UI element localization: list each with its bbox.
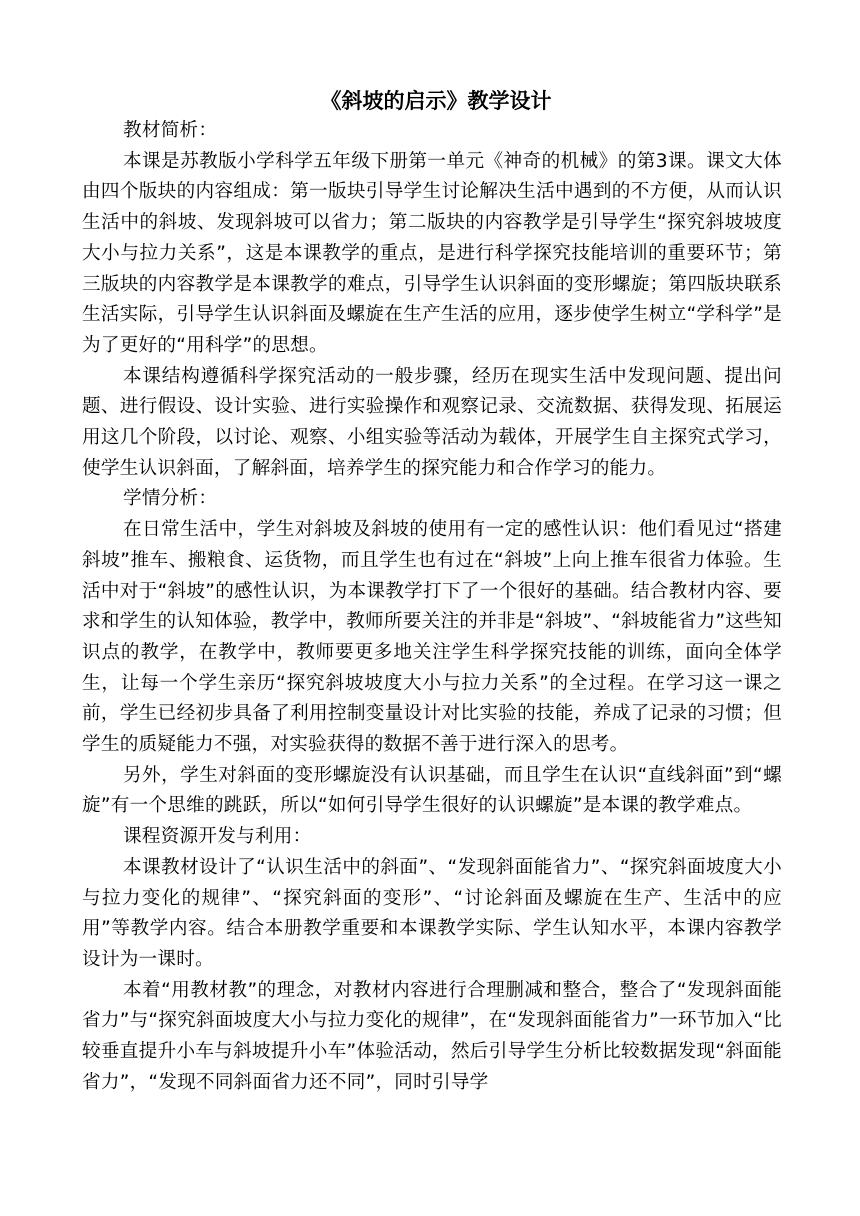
paragraph: 在日常生活中，学生对斜坡及斜坡的使用有一定的感性认识：他们看见过“搭建斜坡”推车、搬粮食、运货物，而且学生也有过在“斜坡”上向上推车很省力体验。生活中对于“斜坡”的感性认识，为本课教学打下了一个很好的基础。结合教材内容、要求和学生的认知体验，教学中，教师所要关注的并非是“斜坡”、“斜坡能省力”这些知识点的教学，在教学中，教师要更多地关注学生科学探究技能的训练，面向全体学生，让每一个学生亲历“探究斜坡坡度大小与拉力关系”的全过程。在学习这一课之前，学生已经初步具备了利用控制变量设计对比实验的技能，养成了记录的习惯；但学生的质疑能力不强，对实验获得的数据不善于进行深入的思考。 (82, 519, 782, 756)
paragraph: 本课是苏教版小学科学五年级下册第一单元《神奇的机械》的第3课。课文大体由四个版块的内容组成：第一版块引导学生讨论解决生活中遇到的不方便，从而认识生活中的斜坡、发现斜坡可以省力；第二版块的内容教学是引导学生“探究斜坡坡度大小与拉力关系”，这是本课教学的重点，是进行科学探究技能培训的重要环节；第三版块的内容教学是本课教学的难点，引导学生认识斜面的变形螺旋；第四版块联系生活实际，引导学生认识斜面及螺旋在生产生活的应用，逐步使学生树立“学科学”是为了更好的“用科学”的思想。 (82, 150, 782, 356)
paragraph: 本着“用教材教”的理念，对教材内容进行合理删减和整合，整合了“发现斜面能省力”与“探究斜面坡度大小与拉力变化的规律”，在“发现斜面能省力”一环节加入“比较垂直提升小车与斜坡提升小车”体验活动，然后引导学生分析比较数据发现“斜面能省力”，“发现不同斜面省力还不同”，同时引导学 (82, 979, 782, 1093)
section-heading-student-analysis: 学情分析： (123, 488, 218, 510)
paragraph: 另外，学生对斜面的变形螺旋没有认识基础，而且学生在认识“直线斜面”到“螺旋”有一个思维的跳跃，所以“如何引导学生很好的认识螺旋”是本课的教学难点。 (82, 764, 782, 817)
section-heading-textbook-analysis: 教材简析： (123, 120, 218, 141)
section-heading-resource-development: 课程资源开发与利用： (123, 826, 312, 848)
paragraph: 本课教材设计了“认识生活中的斜面”、“发现斜面能省力”、“探究斜面坡度大小与拉力变化的规律”、“探究斜面的变形”、“讨论斜面及螺旋在生产、生活中的应用”等教学内容。结合本册教学重要和本课教学实际、学生认知水平，本课内容教学设计为一课时。 (82, 856, 782, 970)
document-title: 《斜坡的启示》教学设计 (320, 89, 552, 113)
document-page (82, 86, 782, 1099)
paragraph: 本课结构遵循科学探究活动的一般步骤，经历在现实生活中发现问题、提出问题、进行假设、设计实验、进行实验操作和观察记录、交流数据、获得发现、拓展运用这几个阶段，以讨论、观察、小组实验等活动为载体，开展学生自主探究式学习，使学生认识斜面，了解斜面，培养学生的探究能力和合作学习的能力。 (82, 365, 782, 479)
